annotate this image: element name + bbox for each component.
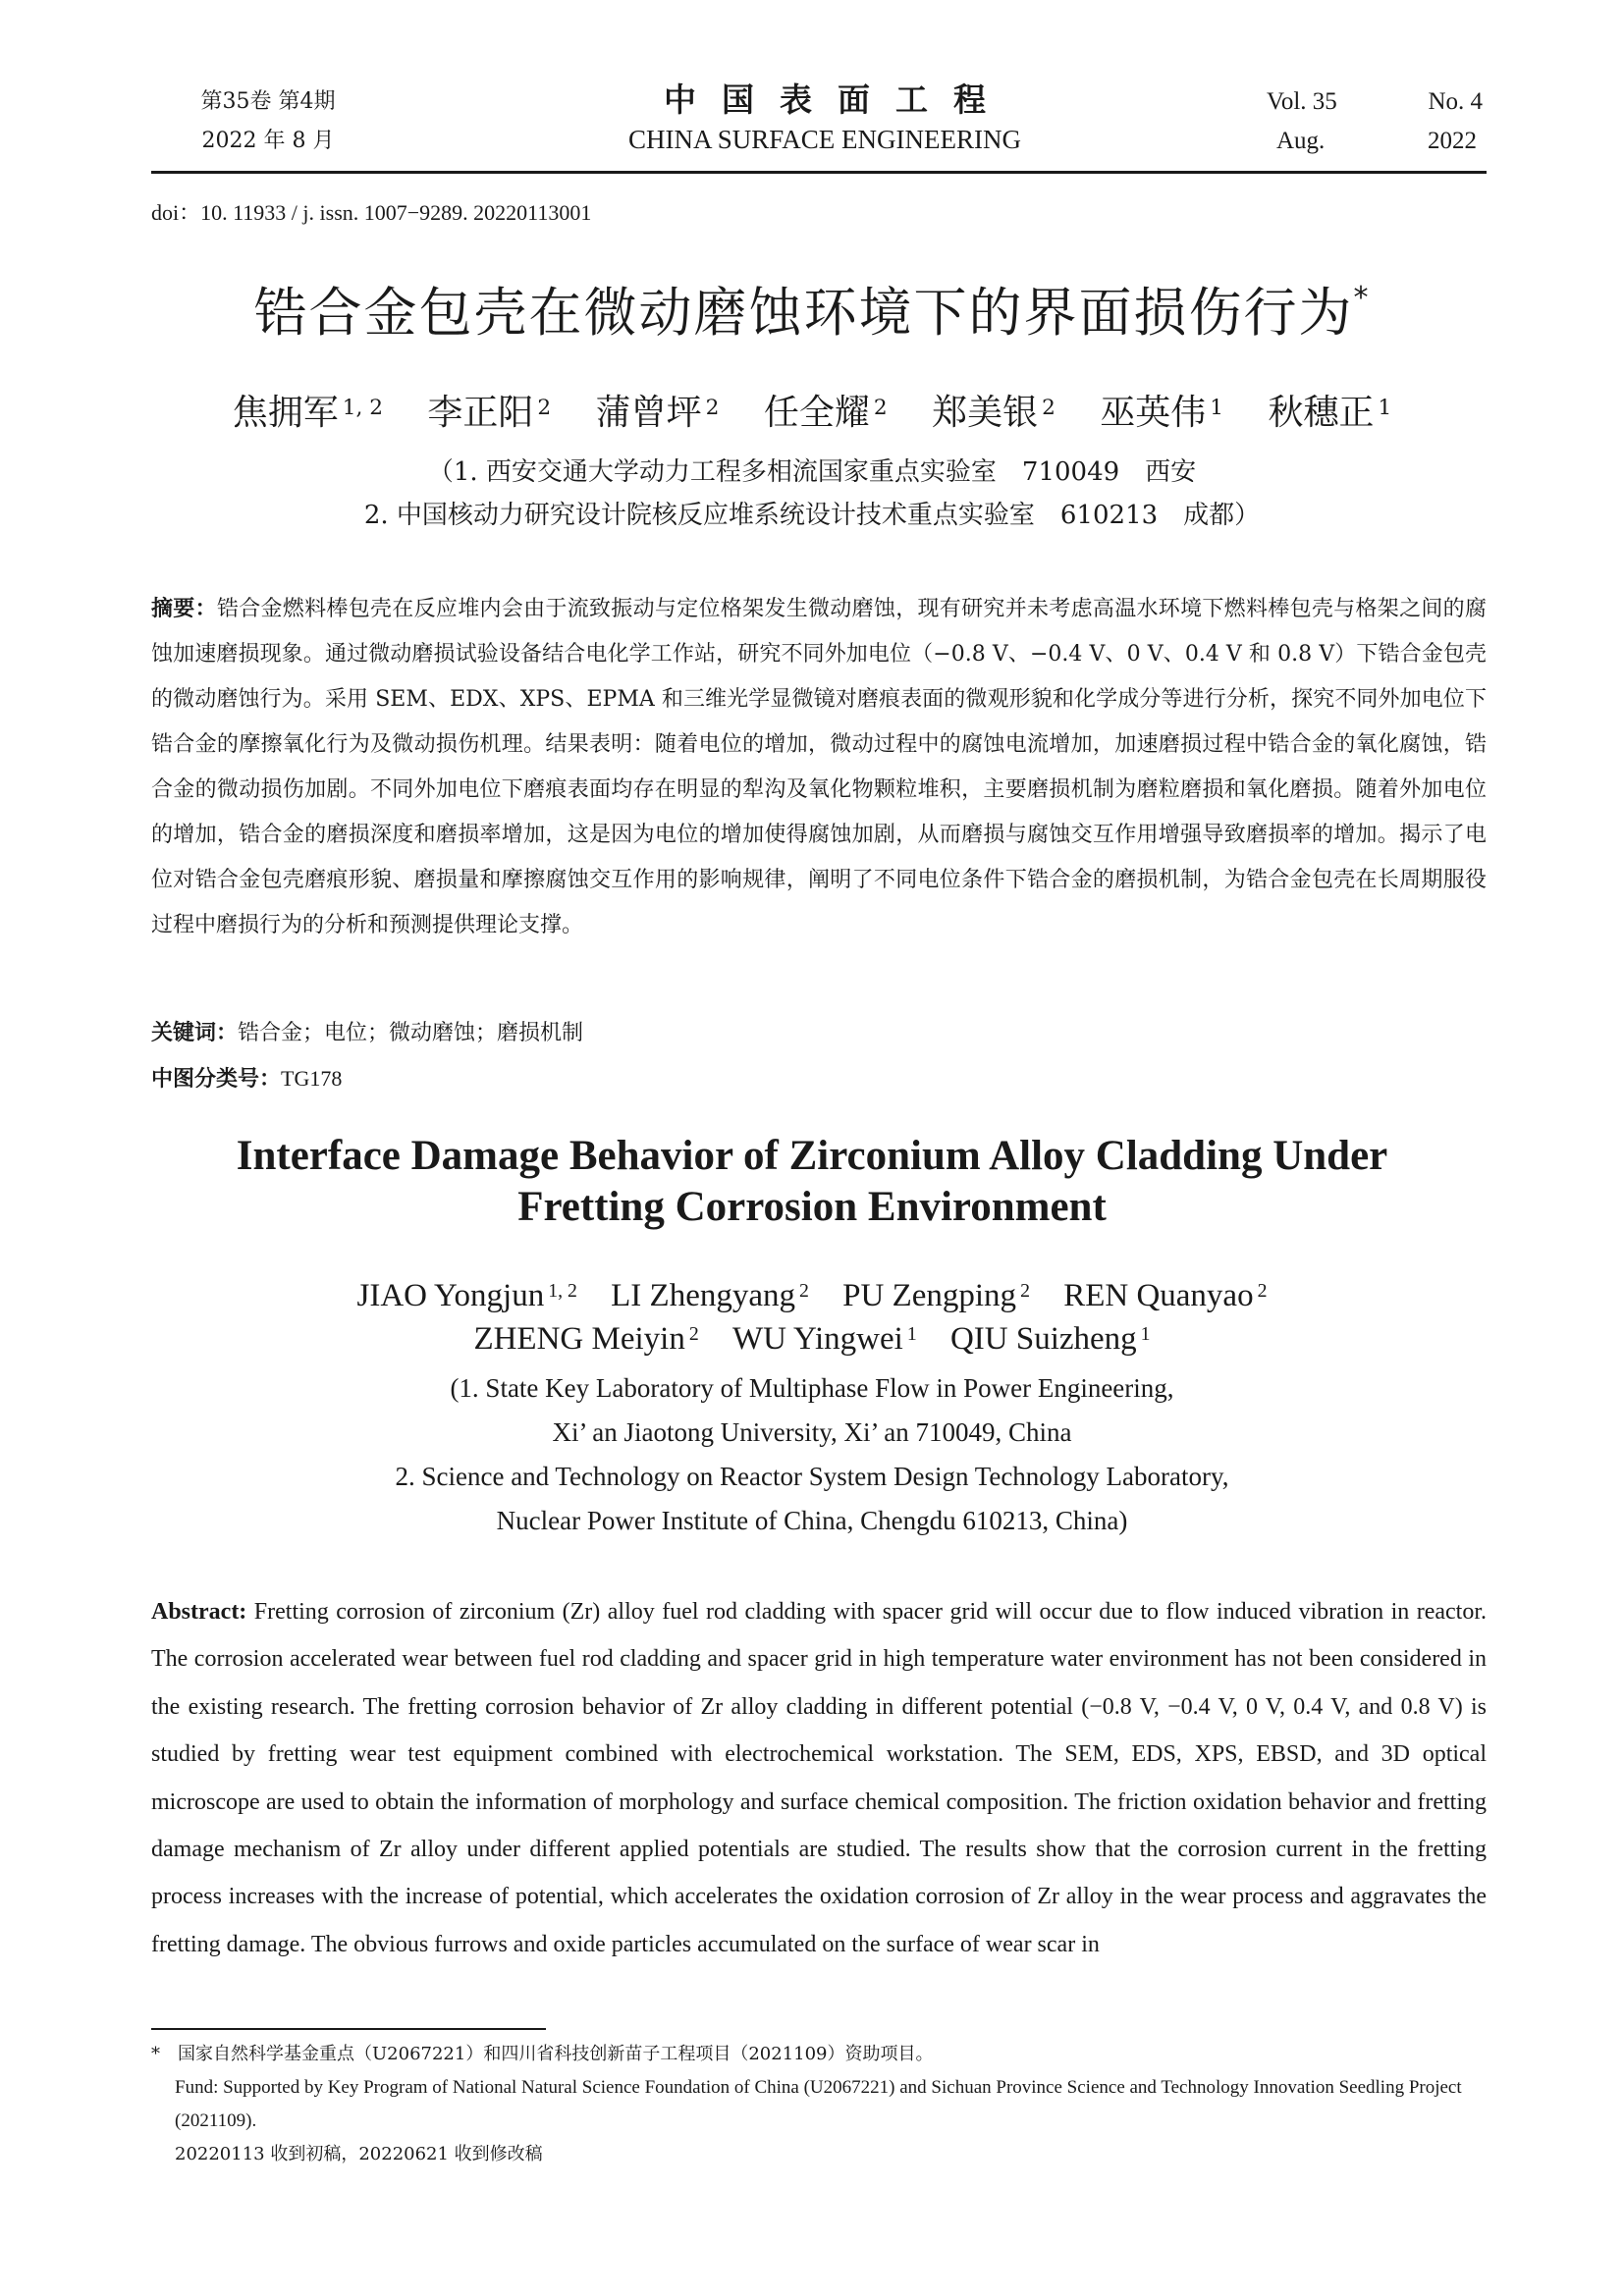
- clc-number: [151, 1062, 342, 1093]
- title-cn-text: 锆合金包壳在微动磨蚀环境下的界面损伤行为: [253, 282, 1354, 344]
- footnote-divider: [151, 2028, 546, 2030]
- authors-en-row2: [0, 1321, 1624, 1358]
- title-en-line2: Fretting Corrosion Environment: [517, 1184, 1107, 1230]
- abstract-cn-label: 摘要：: [151, 597, 217, 621]
- author-en: QIU Suizheng $^1$: [949, 1321, 1151, 1357]
- authors-cn: [0, 385, 1624, 435]
- author-cn: 郑美银 $^2$: [932, 393, 1056, 433]
- author-en: PU Zengping $^2$: [842, 1278, 1030, 1313]
- title-en: [0, 1131, 1624, 1233]
- header-vol: Vol. 35: [1267, 88, 1337, 115]
- header-journal-name: [530, 79, 1119, 157]
- clc-label: 中图分类号：: [151, 1067, 282, 1092]
- affiliation-cn-2: 2. 中国核动力研究设计院核反应堆系统设计技术重点实验室 610213 成都）: [363, 501, 1261, 530]
- title-cn: [0, 271, 1624, 347]
- keywords-cn-text: 锆合金；电位；微动磨蚀；磨损机制: [238, 1021, 584, 1045]
- title-en-line1: Interface Damage Behavior of Zirconium Alloy Cladding Under: [236, 1133, 1388, 1179]
- author-cn: 秋穗正 $^1$: [1268, 393, 1392, 433]
- abstract-cn: [151, 587, 1487, 948]
- abstract-cn-text: 锆合金燃料棒包壳在反应堆内会由于流致振动与定位格架发生微动磨蚀，现有研究并未考虑高温水环境下燃料棒包壳与格架之间的腐蚀加速磨损现象。通过微动磨损试验设备结合电化学工作站，研究不同外加电位（−0.8 V、−0.4 V、0 V、0.4 V 和 0.8 V）下锆合金包壳的微动磨蚀行为。采用 SEM、EDX、XPS、EPMA 和三维光学显微镜对磨痕表面的微观形貌和化学成分等进行分析，探究不同外加电位下锆合金的摩擦氧化行为及微动损伤机理。结果表明：随着电位的增加，微动过程中的腐蚀电流增加，加速磨损过程中锆合金的氧化腐蚀，锆合金的微动损伤加剧。不同外加电位下磨痕表面均存在明显的犁沟及氧化物颗粒堆积，主要磨损机制为磨粒磨损和氧化磨损。随着外加电位的增加，锆合金的磨损深度和磨损率增加，这是因为电位的增加使得腐蚀加剧，从而磨损与腐蚀交互作用增强导致磨损率的增加。揭示了电位对锆合金包壳磨痕形貌、磨损量和摩擦腐蚀交互作用的影响规律，阐明了不同电位条件下锆合金的磨损机制，为锆合金包壳在长周期服役过程中磨损行为的分析和预测提供理论支撑。: [151, 597, 1487, 937]
- fund-en: Fund: Supported by Key Program of National Natural Science Foundation of China (U2067221) and Sichuan Province Science and Technology Innovation Seedling Project (2021109).: [175, 2077, 1462, 2131]
- abstract-en-text: Fretting corrosion of zirconium (Zr) alloy fuel rod cladding with spacer grid will occur due to flow induced vibration in reactor. The corrosion accelerated wear between fuel rod cladding and spacer grid in high temperature water environment has not been considered in the existing research. The fretting corrosion behavior of Zr alloy cladding in different potential (−0.8 V, −0.4 V, 0 V, 0.4 V, and 0.8 V) is studied by fretting wear test equipment combined with electrochemical workstation. The SEM, EDS, XPS, EBSD, and 3D optical microscope are used to obtain the information of morphology and surface chemical composition. The friction oxidation behavior and fretting damage mechanism of Zr alloy under different applied potentials are studied. The results show that the corrosion current in the fretting process increases with the increase of potential, which accelerates the oxidation corrosion of Zr alloy in the wear process and aggravates the fretting damage. The obvious furrows and oxide particles accumulated on the surface of wear scar in: [151, 1599, 1488, 1957]
- keywords-cn-label: 关键词：: [151, 1021, 239, 1045]
- header-year: 2022: [1428, 128, 1477, 154]
- abstract-en: [151, 1588, 1487, 1968]
- author-cn: 焦拥军 $^{1, 2}$: [232, 393, 383, 433]
- clc-text: TG178: [281, 1066, 343, 1091]
- affiliation-en-line: 2. Science and Technology on Reactor System Design Technology Laboratory,: [395, 1462, 1229, 1491]
- affiliation-en-line: Xi’ an Jiaotong University, Xi’ an 710049, China: [552, 1417, 1072, 1447]
- title-footnote-mark: *: [1353, 281, 1371, 315]
- abstract-en-label: Abstract:: [151, 1599, 247, 1625]
- header-volume-issue-cn: 第35卷 第4期: [200, 89, 336, 114]
- fund-cn: * 国家自然科学基金重点（U2067221）和四川省科技创新苗子工程项目（2021109）资助项目。: [151, 2044, 934, 2064]
- authors-en-row1: [0, 1278, 1624, 1314]
- author-en: REN Quanyao $^2$: [1063, 1278, 1268, 1313]
- header-no: No. 4: [1428, 88, 1483, 115]
- keywords-cn: [151, 1016, 583, 1046]
- header-journal-cn: 中国表面工程: [664, 80, 1011, 119]
- affiliation-en-line: (1. State Key Laboratory of Multiphase Flow in Power Engineering,: [450, 1373, 1174, 1403]
- header-issue-info-en: [1267, 82, 1483, 161]
- header-date-cn: 2022 年 8 月: [201, 129, 335, 153]
- header-month: Aug.: [1276, 128, 1326, 154]
- author-en: JIAO Yongjun $^{1, 2}$: [356, 1278, 577, 1313]
- author-en: ZHENG Meiyin $^2$: [473, 1321, 699, 1357]
- footnote: [151, 2038, 1487, 2171]
- doi: doi：10. 11933 / j. issn. 1007−9289. 20220113001: [151, 200, 592, 225]
- affiliation-en-line: Nuclear Power Institute of China, Chengdu 610213, China): [496, 1506, 1128, 1535]
- author-cn: 李正阳 $^2$: [427, 393, 552, 433]
- author-cn: 任全耀 $^2$: [763, 393, 888, 433]
- header-issue-info-cn: [175, 82, 361, 161]
- author-en: WU Yingwei $^1$: [731, 1321, 917, 1357]
- author-cn: 蒲曾坪 $^2$: [595, 393, 720, 433]
- author-en: LI Zhengyang $^2$: [611, 1278, 809, 1313]
- header-divider: [151, 171, 1487, 174]
- affiliations-en: [0, 1366, 1624, 1543]
- author-cn: 巫英伟 $^1$: [1100, 393, 1224, 433]
- affiliation-cn-1: （1. 西安交通大学动力工程多相流国家重点实验室 710049 西安: [427, 457, 1197, 487]
- received-dates: 20220113 收到初稿，20220621 收到修改稿: [175, 2144, 543, 2164]
- header-journal-en: CHINA SURFACE ENGINEERING: [627, 125, 1021, 154]
